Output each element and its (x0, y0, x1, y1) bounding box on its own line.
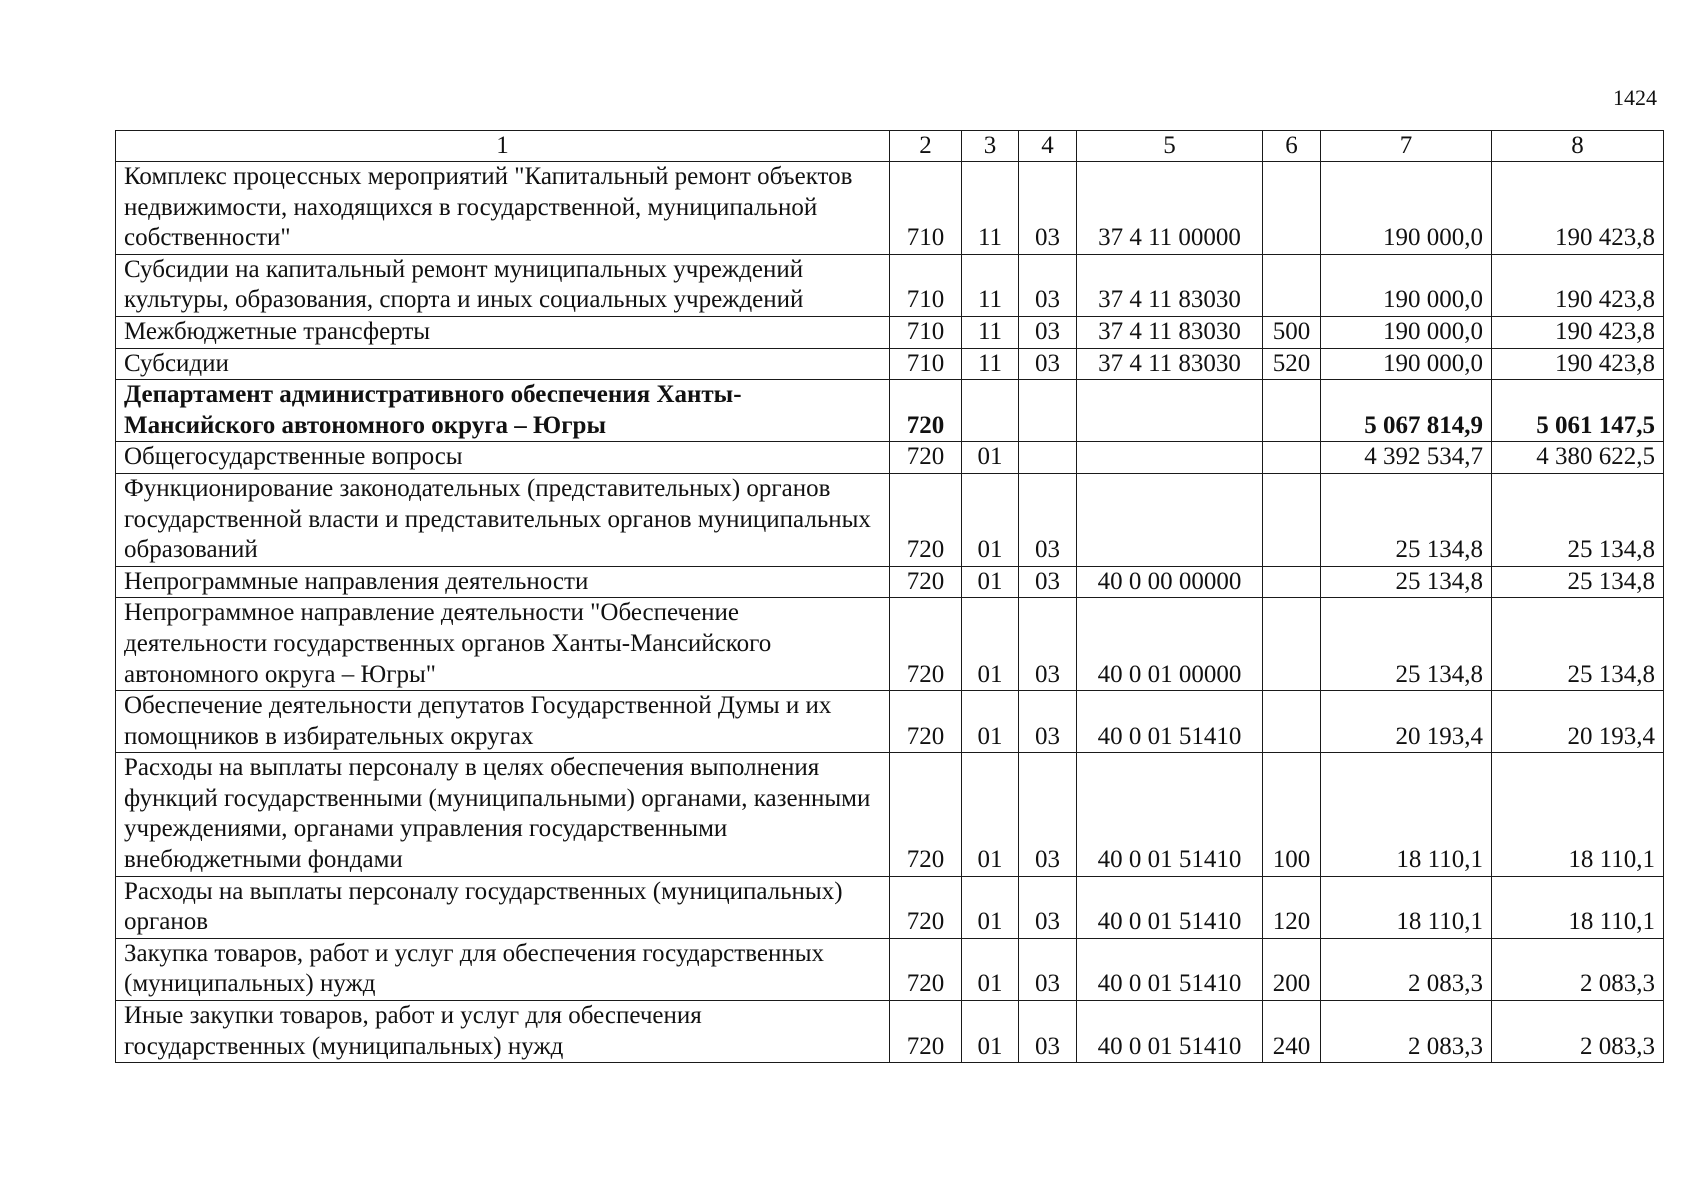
target-article-code: 40 0 01 51410 (1077, 691, 1263, 753)
amount-column-8: 190 423,8 (1492, 348, 1664, 380)
ministry-code: 720 (890, 691, 962, 753)
expense-type-code (1263, 162, 1321, 255)
expense-type-code: 200 (1263, 938, 1321, 1000)
column-header-3: 3 (962, 131, 1019, 162)
section-code: 01 (962, 938, 1019, 1000)
amount-column-8: 5 061 147,5 (1492, 380, 1664, 442)
amount-column-8: 2 083,3 (1492, 938, 1664, 1000)
amount-column-7: 5 067 814,9 (1321, 380, 1492, 442)
subsection-code (1019, 380, 1077, 442)
subsection-code: 03 (1019, 598, 1077, 691)
amount-column-8: 25 134,8 (1492, 598, 1664, 691)
table-row (116, 876, 1664, 938)
expense-name: Расходы на выплаты персоналу в целях обеспечения выполнения функций государственными (муниципальными) органами, казенными учреждениями, органами управления государственными внебюджетными фондами (116, 753, 890, 876)
target-article-code: 37 4 11 83030 (1077, 316, 1263, 348)
expense-name: Функционирование законодательных (представительных) органов государственной власти и представительных органов муниципальных образований (116, 473, 890, 566)
target-article-code: 40 0 01 51410 (1077, 938, 1263, 1000)
expense-type-code: 500 (1263, 316, 1321, 348)
expense-name: Департамент административного обеспечения Ханты-Мансийского автономного округа – Югры (116, 380, 890, 442)
target-article-code: 37 4 11 83030 (1077, 348, 1263, 380)
amount-column-7: 2 083,3 (1321, 1001, 1492, 1063)
amount-column-7: 25 134,8 (1321, 598, 1492, 691)
amount-column-7: 190 000,0 (1321, 254, 1492, 316)
expense-name: Закупка товаров, работ и услуг для обеспечения государственных (муниципальных) нужд (116, 938, 890, 1000)
amount-column-7: 18 110,1 (1321, 753, 1492, 876)
amount-column-8: 2 083,3 (1492, 1001, 1664, 1063)
section-code: 11 (962, 254, 1019, 316)
section-code: 01 (962, 876, 1019, 938)
ministry-code: 720 (890, 442, 962, 474)
amount-column-7: 4 392 534,7 (1321, 442, 1492, 474)
section-code: 01 (962, 1001, 1019, 1063)
ministry-code: 710 (890, 162, 962, 255)
subsection-code: 03 (1019, 254, 1077, 316)
expense-name: Непрограммное направление деятельности "Обеспечение деятельности государственных органов Ханты-Мансийского автономного округа – Югры" (116, 598, 890, 691)
amount-column-8: 18 110,1 (1492, 876, 1664, 938)
section-code: 11 (962, 162, 1019, 255)
table-row (116, 566, 1664, 598)
table-row (116, 598, 1664, 691)
ministry-code: 720 (890, 1001, 962, 1063)
amount-column-7: 190 000,0 (1321, 162, 1492, 255)
amount-column-8: 190 423,8 (1492, 316, 1664, 348)
subsection-code: 03 (1019, 316, 1077, 348)
expense-type-code: 240 (1263, 1001, 1321, 1063)
table-row (116, 1001, 1664, 1063)
ministry-code: 720 (890, 876, 962, 938)
table-row (116, 938, 1664, 1000)
section-code: 01 (962, 691, 1019, 753)
section-code: 11 (962, 316, 1019, 348)
expense-name: Непрограммные направления деятельности (116, 566, 890, 598)
amount-column-7: 20 193,4 (1321, 691, 1492, 753)
ministry-code: 720 (890, 753, 962, 876)
column-header-5: 5 (1077, 131, 1263, 162)
section-code: 01 (962, 442, 1019, 474)
table-row (116, 442, 1664, 474)
subsection-code: 03 (1019, 473, 1077, 566)
amount-column-8: 190 423,8 (1492, 254, 1664, 316)
ministry-code: 720 (890, 473, 962, 566)
expense-type-code: 100 (1263, 753, 1321, 876)
amount-column-7: 2 083,3 (1321, 938, 1492, 1000)
section-code: 01 (962, 753, 1019, 876)
section-code (962, 380, 1019, 442)
target-article-code (1077, 442, 1263, 474)
expense-type-code: 120 (1263, 876, 1321, 938)
column-header-1: 1 (116, 131, 890, 162)
column-header-7: 7 (1321, 131, 1492, 162)
table-row (116, 473, 1664, 566)
amount-column-8: 25 134,8 (1492, 473, 1664, 566)
target-article-code: 40 0 00 00000 (1077, 566, 1263, 598)
section-code: 01 (962, 598, 1019, 691)
target-article-code: 40 0 01 51410 (1077, 876, 1263, 938)
table-row (116, 316, 1664, 348)
ministry-code: 710 (890, 348, 962, 380)
amount-column-7: 190 000,0 (1321, 348, 1492, 380)
table-row (116, 691, 1664, 753)
expense-type-code (1263, 691, 1321, 753)
subsection-code: 03 (1019, 348, 1077, 380)
amount-column-8: 4 380 622,5 (1492, 442, 1664, 474)
target-article-code: 40 0 01 51410 (1077, 1001, 1263, 1063)
section-code: 01 (962, 566, 1019, 598)
expense-name: Иные закупки товаров, работ и услуг для обеспечения государственных (муниципальных) нужд (116, 1001, 890, 1063)
amount-column-8: 20 193,4 (1492, 691, 1664, 753)
target-article-code (1077, 473, 1263, 566)
subsection-code: 03 (1019, 1001, 1077, 1063)
subsection-code: 03 (1019, 876, 1077, 938)
column-header-4: 4 (1019, 131, 1077, 162)
amount-column-8: 190 423,8 (1492, 162, 1664, 255)
expense-name: Расходы на выплаты персоналу государственных (муниципальных) органов (116, 876, 890, 938)
target-article-code: 37 4 11 83030 (1077, 254, 1263, 316)
ministry-code: 720 (890, 598, 962, 691)
expense-type-code (1263, 473, 1321, 566)
ministry-code: 710 (890, 254, 962, 316)
expense-name: Общегосударственные вопросы (116, 442, 890, 474)
table-row-department (116, 380, 1664, 442)
expense-name: Комплекс процессных мероприятий "Капитальный ремонт объектов недвижимости, находящихся в государственной, муниципальной собственности" (116, 162, 890, 255)
subsection-code: 03 (1019, 566, 1077, 598)
page-number: 1424 (1613, 85, 1657, 110)
table-row (116, 162, 1664, 255)
expense-type-code (1263, 380, 1321, 442)
ministry-code: 720 (890, 566, 962, 598)
amount-column-8: 25 134,8 (1492, 566, 1664, 598)
expense-name: Межбюджетные трансферты (116, 316, 890, 348)
table-row (116, 348, 1664, 380)
subsection-code: 03 (1019, 162, 1077, 255)
subsection-code: 03 (1019, 938, 1077, 1000)
amount-column-7: 18 110,1 (1321, 876, 1492, 938)
expense-type-code (1263, 442, 1321, 474)
amount-column-8: 18 110,1 (1492, 753, 1664, 876)
section-code: 01 (962, 473, 1019, 566)
column-header-6: 6 (1263, 131, 1321, 162)
ministry-code: 720 (890, 938, 962, 1000)
table-row (116, 753, 1664, 876)
target-article-code: 40 0 01 00000 (1077, 598, 1263, 691)
expense-type-code (1263, 566, 1321, 598)
subsection-code: 03 (1019, 753, 1077, 876)
ministry-code: 710 (890, 316, 962, 348)
target-article-code (1077, 380, 1263, 442)
column-header-8: 8 (1492, 131, 1664, 162)
amount-column-7: 190 000,0 (1321, 316, 1492, 348)
table-row (116, 254, 1664, 316)
expense-name: Субсидии на капитальный ремонт муниципальных учреждений культуры, образования, спорта и иных социальных учреждений (116, 254, 890, 316)
column-number-row (116, 131, 1664, 162)
amount-column-7: 25 134,8 (1321, 566, 1492, 598)
expense-type-code (1263, 598, 1321, 691)
amount-column-7: 25 134,8 (1321, 473, 1492, 566)
expense-type-code (1263, 254, 1321, 316)
column-header-2: 2 (890, 131, 962, 162)
subsection-code: 03 (1019, 691, 1077, 753)
expense-type-code: 520 (1263, 348, 1321, 380)
subsection-code (1019, 442, 1077, 474)
budget-table (115, 130, 1664, 1063)
expense-name: Обеспечение деятельности депутатов Государственной Думы и их помощников в избирательных округах (116, 691, 890, 753)
target-article-code: 37 4 11 00000 (1077, 162, 1263, 255)
expense-name: Субсидии (116, 348, 890, 380)
target-article-code: 40 0 01 51410 (1077, 753, 1263, 876)
ministry-code: 720 (890, 380, 962, 442)
section-code: 11 (962, 348, 1019, 380)
